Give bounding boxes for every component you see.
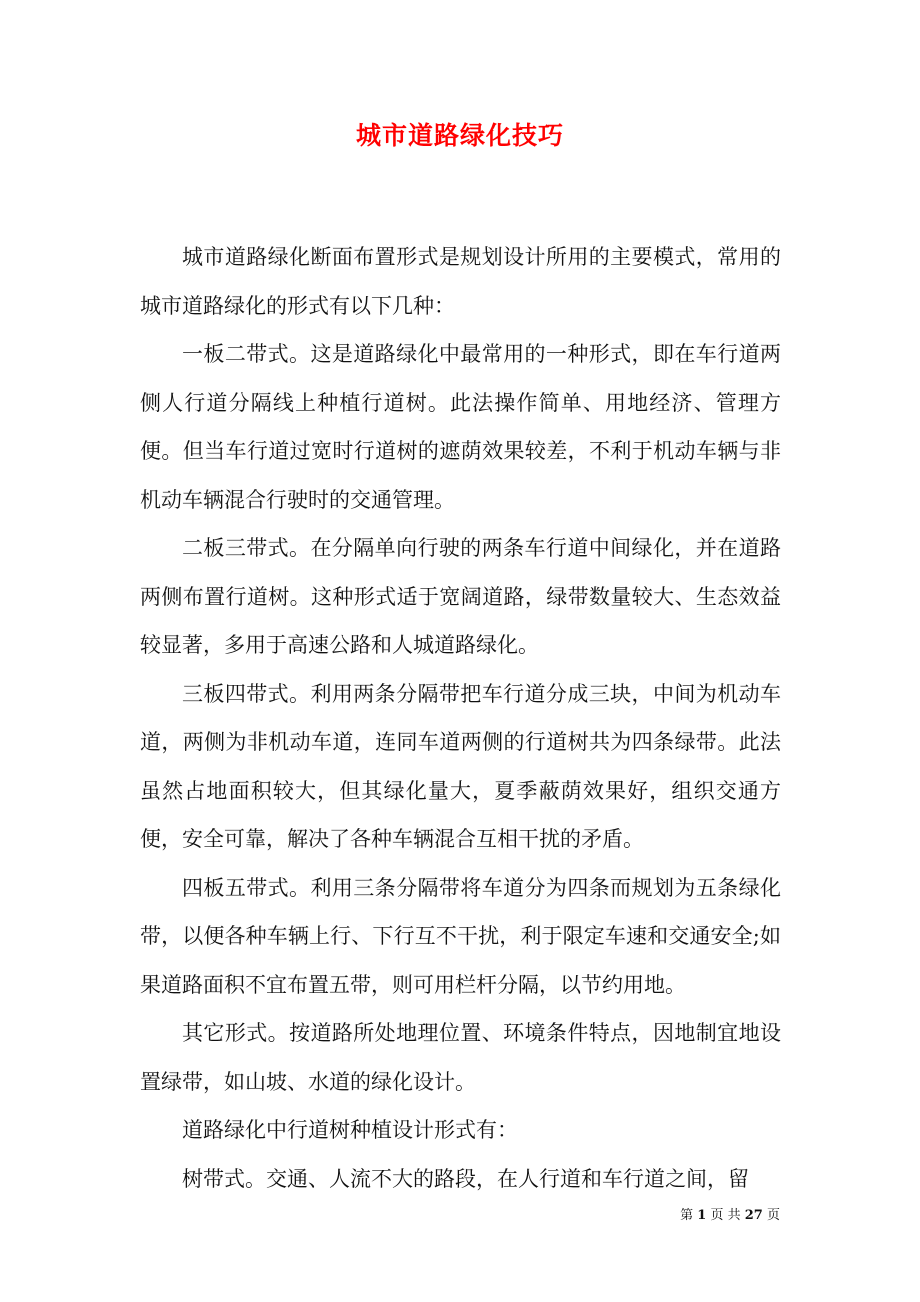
paragraph-one-board-two-belts: 一板二带式。这是道路绿化中最常用的一种形式，即在车行道两侧人行道分隔线上种植行道树。此法操作简单、用地经济、管理方便。但当车行道过宽时行道树的遮荫效果较差，不利于机动车辆与非机动车辆混合行驶时的交通管理。 (140, 342, 781, 512)
page-footer (680, 1206, 780, 1226)
paragraph-four-boards-five-belts: 四板五带式。利用三条分隔带将车道分为四条而规划为五条绿化带，以便各种车辆上行、下行互不干扰，利于限定车速和交通安全;如果道路面积不宜布置五带，则可用栏杆分隔，以节约用地。 (140, 875, 781, 997)
paragraph-tree-belt: 树带式。交通、人流不大的路段，在人行道和车行道之间，留 (182, 1166, 749, 1191)
paragraph-street-tree-forms: 道路绿化中行道树种植设计形式有： (182, 1118, 518, 1142)
paragraph-three-boards-four-belts: 三板四带式。利用两条分隔带把车行道分成三块，中间为机动车道，两侧为非机动车道，连同车道两侧的行道树共为四条绿带。此法虽然占地面积较大，但其绿化量大，夏季蔽荫效果好，组织交通方便，安全可靠，解决了各种车辆混合互相干扰的矛盾。 (140, 681, 781, 851)
footer-suffix: 页 (766, 1208, 780, 1223)
page-title: 城市道路绿化技巧 (355, 121, 564, 150)
paragraph-other-forms: 其它形式。按道路所处地理位置、环境条件特点，因地制宜地设置绿带，如山坡、水道的绿化设计。 (140, 1021, 781, 1094)
footer-prefix: 第 (680, 1208, 694, 1223)
paragraph-two-boards-three-belts: 二板三带式。在分隔单向行驶的两条车行道中间绿化，并在道路两侧布置行道树。这种形式适于宽阔道路，绿带数量较大、生态效益较显著，多用于高速公路和人城道路绿化。 (140, 536, 781, 657)
footer-total-pages: 27 (744, 1208, 763, 1223)
footer-page-number: 1 (697, 1208, 707, 1223)
document-body (140, 233, 781, 1203)
footer-middle: 页 共 (710, 1208, 741, 1223)
paragraph-intro: 城市道路绿化断面布置形式是规划设计所用的主要模式，常用的城市道路绿化的形式有以下几种： (140, 245, 781, 318)
